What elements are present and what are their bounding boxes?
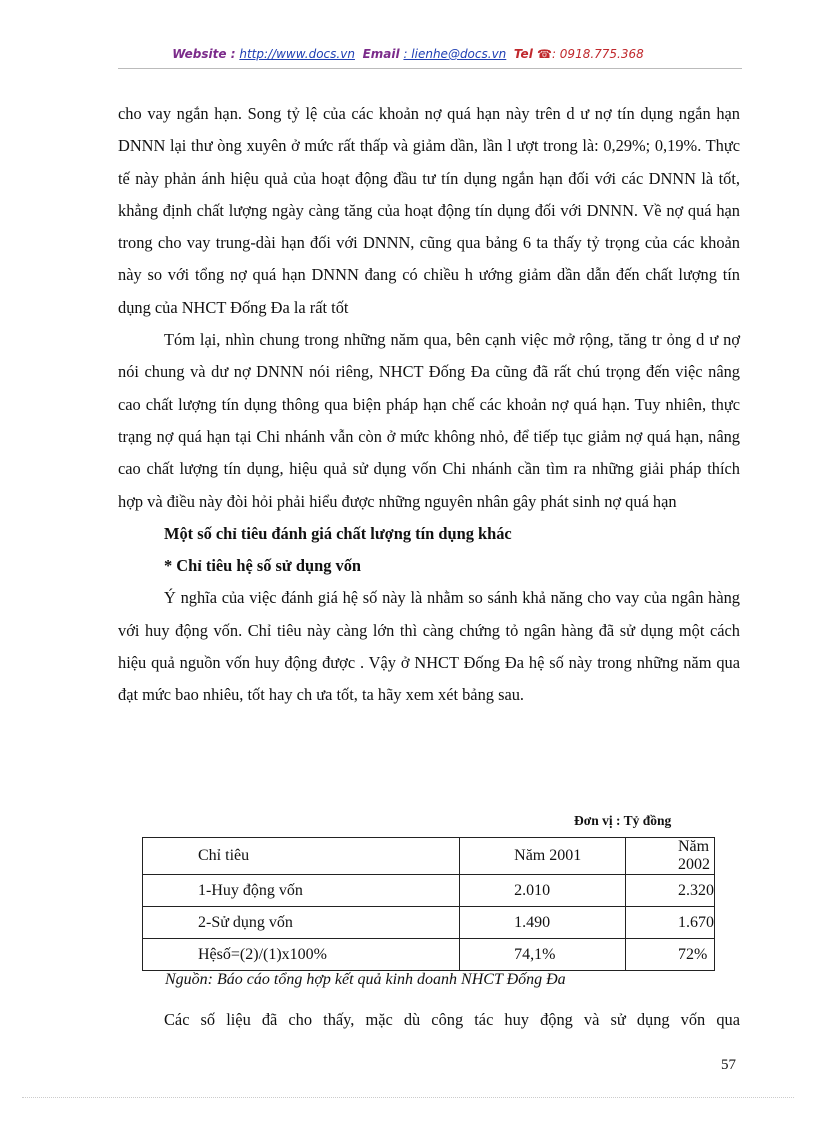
table-cell: 2.010 [460,875,626,907]
table-cell: 1.490 [460,907,626,939]
tel-label: Tel ☎ [513,47,552,61]
table-cell: 74,1% [460,939,626,971]
paragraph-3: Ý nghĩa của việc đánh giá hệ số này là nhằm so sánh khả năng cho vay của ngân hàng với huy động vốn. Chỉ tiêu này càng lớn thì càng chứng tỏ ngân hàng đã sử dụng một cách hiệu quả nguồn vốn huy động được . Vậy ở NHCT Đống Đa hệ số này trong những năm qua đạt mức bao nhiêu, tốt hay ch ưa tốt, ta hãy xem xét bảng sau. [118,588,740,705]
page-number: 57 [721,1057,736,1073]
website-label: Website : [172,47,236,61]
table-cell: 2.320 [626,875,715,907]
email-label: Email [362,47,400,61]
capital-usage-table [142,837,715,971]
table-cell: 1-Huy động vốn [143,875,460,907]
website-link[interactable]: http://www.docs.vn [239,47,355,61]
table-cell: Năm 2001 [460,838,626,875]
table-cell: 72% [626,939,715,971]
paragraph-1: cho vay ngắn hạn. Song tỷ lệ của các khoản nợ quá hạn này trên d ư nợ tín dụng ngắn hạn DNNN lại thư òng xuyên ở mức rất thấp và giảm dần, lần l ượt trong là: 0,29%; 0,19%. Thực tế này phản ánh hiệu quả của hoạt động đầu tư tín dụng ngắn hạn đối với các DNNN là tốt, khẳng định chất lượng ngày càng tăng của hoạt động tín dụng đối với DNNN. Về nợ quá hạn trong cho vay trung-dài hạn đối với DNNN, cũng qua bảng 6 ta thấy tỷ trọng của các khoản này so với tổng nợ quá hạn DNNN đang có chiều h ướng giảm dần dẫn đến chất lượng tín dụng của NHCT Đống Đa la rất tốt [118,104,740,317]
table-cell: Năm 2002 [626,838,715,875]
table-row [143,875,715,907]
section-heading: Một số chỉ tiêu đánh giá chất lượng tín dụng khác [164,523,512,543]
table-row [143,907,715,939]
table-source: Nguồn: Báo cáo tổng hợp kết quả kinh doanh NHCT Đống Đa [165,971,566,988]
table-cell: Chỉ tiêu [143,838,460,875]
paragraph-2: Tóm lại, nhìn chung trong những năm qua, bên cạnh việc mở rộng, tăng tr ỏng d ư nợ nói chung và dư nợ DNNN nói riêng, NHCT Đống Đa cũng đã rất chú trọng đến việc nâng cao chất lượng tín dụng thông qua biện pháp hạn chế các khoản nợ quá hạn. Tuy nhiên, thực trạng nợ quá hạn tại Chi nhánh vẫn còn ở mức không nhỏ, để tiếp tục giảm nợ quá hạn, nâng cao chất lượng tín dụng, hiệu quả sử dụng vốn Chi nhánh cần tìm ra những giải pháp thích hợp và điều này đòi hỏi phải hiểu được những nguyên nhân gây phát sinh nợ quá hạn [118,330,740,511]
table-cell: 2-Sử dụng vốn [143,907,460,939]
table-row [143,939,715,971]
header-divider [118,68,742,69]
subsection-heading: * Chỉ tiêu hệ số sử dụng vốn [164,556,362,576]
page-header [0,47,816,61]
paragraph-4: Các số liệu đã cho thấy, mặc dù công tác huy động và sử dụng vốn qua [164,1010,740,1029]
tel-number: : 0918.775.368 [551,47,644,61]
table-cell: 1.670 [626,907,715,939]
email-link[interactable]: : lienhe@docs.vn [403,47,507,61]
table-unit: Đơn vị : Tỷ đồng [574,813,672,828]
table-cell: Hệsố=(2)/(1)x100% [143,939,460,971]
table-header-row [143,838,715,875]
footer-divider [22,1097,794,1098]
body-text [118,98,740,712]
